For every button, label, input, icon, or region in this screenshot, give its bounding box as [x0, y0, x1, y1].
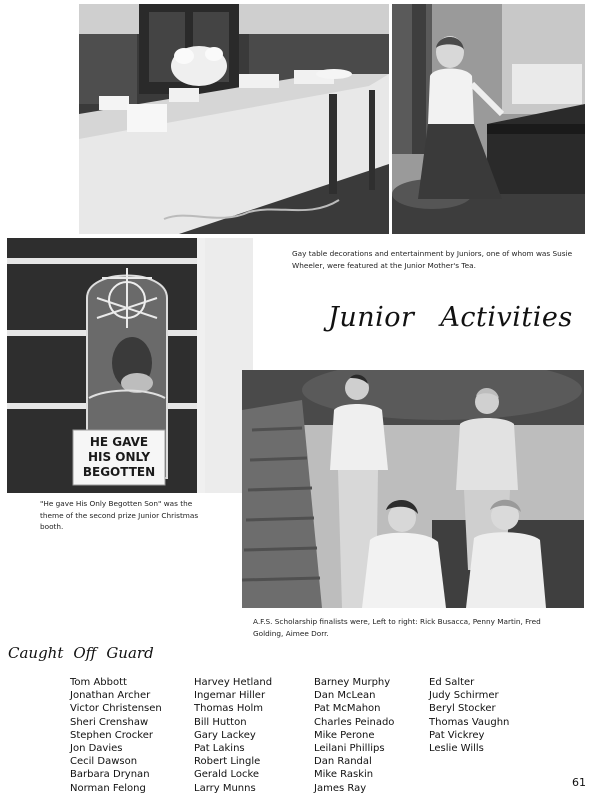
section-title-word: Junior [328, 302, 415, 333]
photo-piano [392, 4, 585, 234]
page-number: 61 [572, 776, 586, 789]
section-title [328, 302, 573, 333]
name-item: Thomas Holm [194, 703, 263, 715]
name-item: Charles Peinado [314, 716, 395, 728]
name-item: Bill Hutton [194, 716, 247, 728]
subsection-title [8, 644, 164, 662]
name-item: Harvey Hetland [194, 677, 273, 688]
name-item: Victor Christensen [70, 703, 162, 715]
names-column-1 [70, 676, 162, 795]
photo-scholarship-finalists [242, 370, 584, 608]
name-item: Norman Felong [70, 782, 146, 794]
name-item: Pat Lakins [194, 743, 245, 755]
name-item: Dan McLean [314, 690, 376, 702]
name-item: Jonathan Archer [70, 690, 151, 702]
subsection-title-word: Off [73, 644, 97, 662]
name-item: Judy Schirmer [429, 690, 499, 702]
name-item: Mike Raskin [314, 769, 374, 781]
photo-christmas-booth [7, 238, 253, 493]
name-item: Pat Vickrey [429, 729, 485, 741]
name-item: Stephen Crocker [70, 729, 153, 741]
caption-scholarship-finalists: A.F.S. Scholarship finalists were, Left to right: Rick Busacca, Penny Martin, Fred Golding, Aimee Dorr. [253, 617, 541, 638]
name-item: Gary Lackey [194, 729, 256, 741]
sign-line: HIS ONLY [87, 450, 151, 464]
name-item: Thomas Vaughn [429, 716, 510, 728]
name-item: Barbara Drynan [70, 769, 150, 781]
name-item: Gerald Locke [194, 769, 260, 781]
name-item: Tom Abbott [70, 677, 127, 688]
name-item: Pat McMahon [314, 703, 381, 715]
photo-tea-table [79, 4, 389, 234]
sign-line: BEGOTTEN [82, 465, 156, 479]
name-item: Ed Salter [429, 677, 475, 688]
caption-christmas-booth: "He gave His Only Begotten Son" was the theme of the second prize Junior Christmas booth. [40, 499, 199, 531]
names-column-3 [314, 676, 394, 795]
subsection-title-word: Guard [106, 644, 154, 662]
names-column-2 [194, 676, 272, 795]
christmas-booth-sign [74, 432, 164, 484]
name-item: James Ray [314, 782, 367, 794]
name-item: Ingemar Hiller [194, 690, 266, 702]
name-item: Jon Davies [70, 743, 123, 755]
section-title-word: Activities [440, 302, 573, 333]
name-item: Robert Lingle [194, 756, 261, 768]
sign-line: HE GAVE [89, 435, 149, 449]
name-item: Leilani Phillips [314, 743, 385, 755]
caption-tea: Gay table decorations and entertainment by Juniors, one of whom was Susie Wheeler, were featured at the Junior Mother's Tea. [292, 249, 573, 270]
name-item: Cecil Dawson [70, 756, 138, 768]
name-item: Leslie Wills [429, 743, 484, 755]
name-item: Mike Perone [314, 729, 375, 741]
name-item: Sheri Crenshaw [70, 716, 149, 728]
name-item: Dan Randal [314, 756, 372, 768]
subsection-title-word: Caught [8, 644, 64, 662]
names-column-4 [429, 676, 509, 755]
name-item: Larry Munns [194, 782, 256, 794]
name-item: Barney Murphy [314, 677, 391, 688]
name-item: Beryl Stocker [429, 703, 496, 715]
